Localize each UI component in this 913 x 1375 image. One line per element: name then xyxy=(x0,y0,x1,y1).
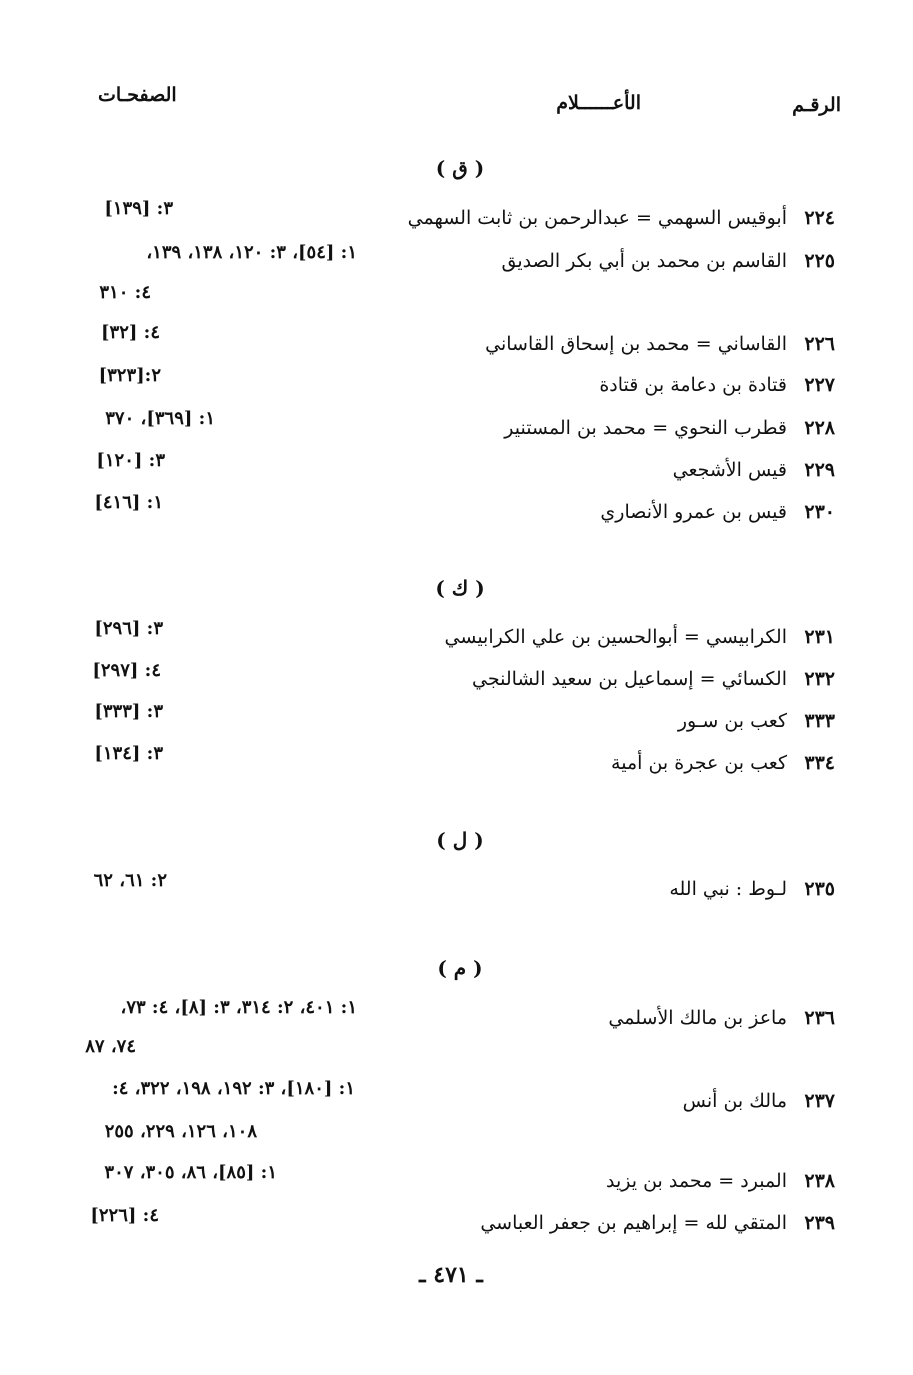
page-reference: ١: [٨٥]، ٨٦، ٣٠٥، ٣٠٧ xyxy=(104,1162,277,1183)
index-entry xyxy=(485,329,835,359)
index-entry xyxy=(504,413,835,443)
index-entry xyxy=(480,1208,835,1238)
column-header-pages: الصفحـات xyxy=(98,84,177,106)
entry-name: القاسم بن محمد بن أبي بكر الصديق xyxy=(501,250,787,272)
index-entry xyxy=(600,497,835,527)
page-reference: ٣: [٢٩٦] xyxy=(94,618,163,639)
entry-number: ٢٢٩ xyxy=(804,459,835,481)
entry-name: الكرابيسي = أبوالحسين بن علي الكرابيسي xyxy=(444,626,787,648)
index-entry xyxy=(408,203,835,233)
page-reference: ١: [٥٤]، ٣: ١٢٠، ١٣٨، ١٣٩، xyxy=(146,242,357,263)
entry-number: ٢٢٦ xyxy=(804,333,835,355)
page-reference: ١: [٣٦٩]، ٣٧٠ xyxy=(105,408,215,429)
index-entry xyxy=(611,748,835,778)
entry-name: القاساني = محمد بن إسحاق القاساني xyxy=(485,333,787,355)
index-entry xyxy=(445,622,835,652)
entry-number: ٢٢٥ xyxy=(804,250,835,272)
section-letter-kaf: ( ك ) xyxy=(435,576,485,600)
entry-name: قتادة بن دعامة بن قتادة xyxy=(599,374,787,396)
entry-name: كعب بن عجرة بن أمية xyxy=(611,752,787,774)
entry-number: ٢٣٩ xyxy=(804,1212,835,1234)
index-entry xyxy=(678,706,835,736)
index-entry xyxy=(599,370,835,400)
page-reference: ٤: [٢٩٧] xyxy=(92,660,161,681)
page-reference: ١: [١٨٠]، ٣: ١٩٢، ١٩٨، ٣٢٢، ٤: xyxy=(112,1078,355,1099)
page-reference: ٤: ٣١٠ xyxy=(99,282,151,303)
entry-number: ٢٢٤ xyxy=(804,207,835,229)
index-entry xyxy=(502,246,836,276)
entry-number: ٢٣٥ xyxy=(804,878,835,900)
page-reference: ٤: [٣٢] xyxy=(101,322,160,343)
entry-name: ماعز بن مالك الأسلمي xyxy=(608,1007,787,1029)
page-reference: ٢:[٣٢٣] xyxy=(98,365,161,386)
entry-number: ٢٢٨ xyxy=(804,417,835,439)
entry-name: مالك بن أنس xyxy=(682,1090,787,1112)
entry-name: المبرد = محمد بن يزيد xyxy=(606,1170,787,1192)
entry-number: ٣٣٣ xyxy=(804,710,835,732)
page-reference: ١: ٤٠١، ٢: ٣١٤، ٣: [٨]، ٤: ٧٣، xyxy=(120,997,357,1018)
entry-number: ٣٣٤ xyxy=(804,752,835,774)
entry-number: ٢٣٠ xyxy=(804,501,835,523)
entry-name: قطرب النحوي = محمد بن المستنير xyxy=(504,417,787,439)
entry-number: ٢٣١ xyxy=(804,626,835,648)
page-reference: ٤: [٢٢٦] xyxy=(90,1205,159,1226)
page-reference: ٣: [١٣٩] xyxy=(104,198,173,219)
page-reference: ٣: [١٣٤] xyxy=(94,743,163,764)
index-entry xyxy=(608,1003,835,1033)
index-entry xyxy=(673,455,835,485)
entry-name: قيس الأشجعي xyxy=(672,459,787,481)
entry-number: ٢٣٧ xyxy=(804,1090,835,1112)
page-reference: ٧٤، ٨٧ xyxy=(85,1036,136,1057)
index-entry xyxy=(606,1166,835,1196)
entry-name: قيس بن عمرو الأنصاري xyxy=(600,501,787,523)
entry-name: أبوقيس السهمي = عبدالرحمن بن ثابت السهمي xyxy=(407,207,787,229)
page-number: ـ ٤٧١ ـ xyxy=(419,1262,483,1288)
page-reference: ٢: ٦١، ٦٢ xyxy=(93,870,167,891)
entry-number: ٢٣٨ xyxy=(804,1170,835,1192)
column-header-number: الرقـم xyxy=(792,94,841,116)
entry-number: ٢٣٦ xyxy=(804,1007,835,1029)
page-reference: ١: [٤١٦] xyxy=(94,492,163,513)
entry-name: كعب بن سـور xyxy=(677,710,787,732)
index-entry xyxy=(683,1086,835,1116)
entry-number: ٢٣٢ xyxy=(804,668,835,690)
section-letter-qaf: ( ق ) xyxy=(435,156,485,180)
entry-name: لـوط : نبي الله xyxy=(669,878,787,900)
index-entry xyxy=(472,664,835,694)
column-header-names: الأعــــــلام xyxy=(556,92,641,114)
page-reference: ١٠٨، ١٢٦، ٢٢٩، ٢٥٥ xyxy=(104,1121,257,1142)
section-letter-mim: ( م ) xyxy=(437,956,483,980)
section-letter-lam: ( ل ) xyxy=(436,828,484,852)
page-reference: ٣: [١٢٠] xyxy=(96,450,165,471)
entry-name: الكسائي = إسماعيل بن سعيد الشالنجي xyxy=(472,668,787,690)
entry-name: المتقي لله = إبراهيم بن جعفر العباسي xyxy=(480,1212,787,1234)
entry-number: ٢٢٧ xyxy=(804,374,835,396)
index-entry xyxy=(669,874,835,904)
page-reference: ٣: [٣٣٣] xyxy=(94,701,163,722)
